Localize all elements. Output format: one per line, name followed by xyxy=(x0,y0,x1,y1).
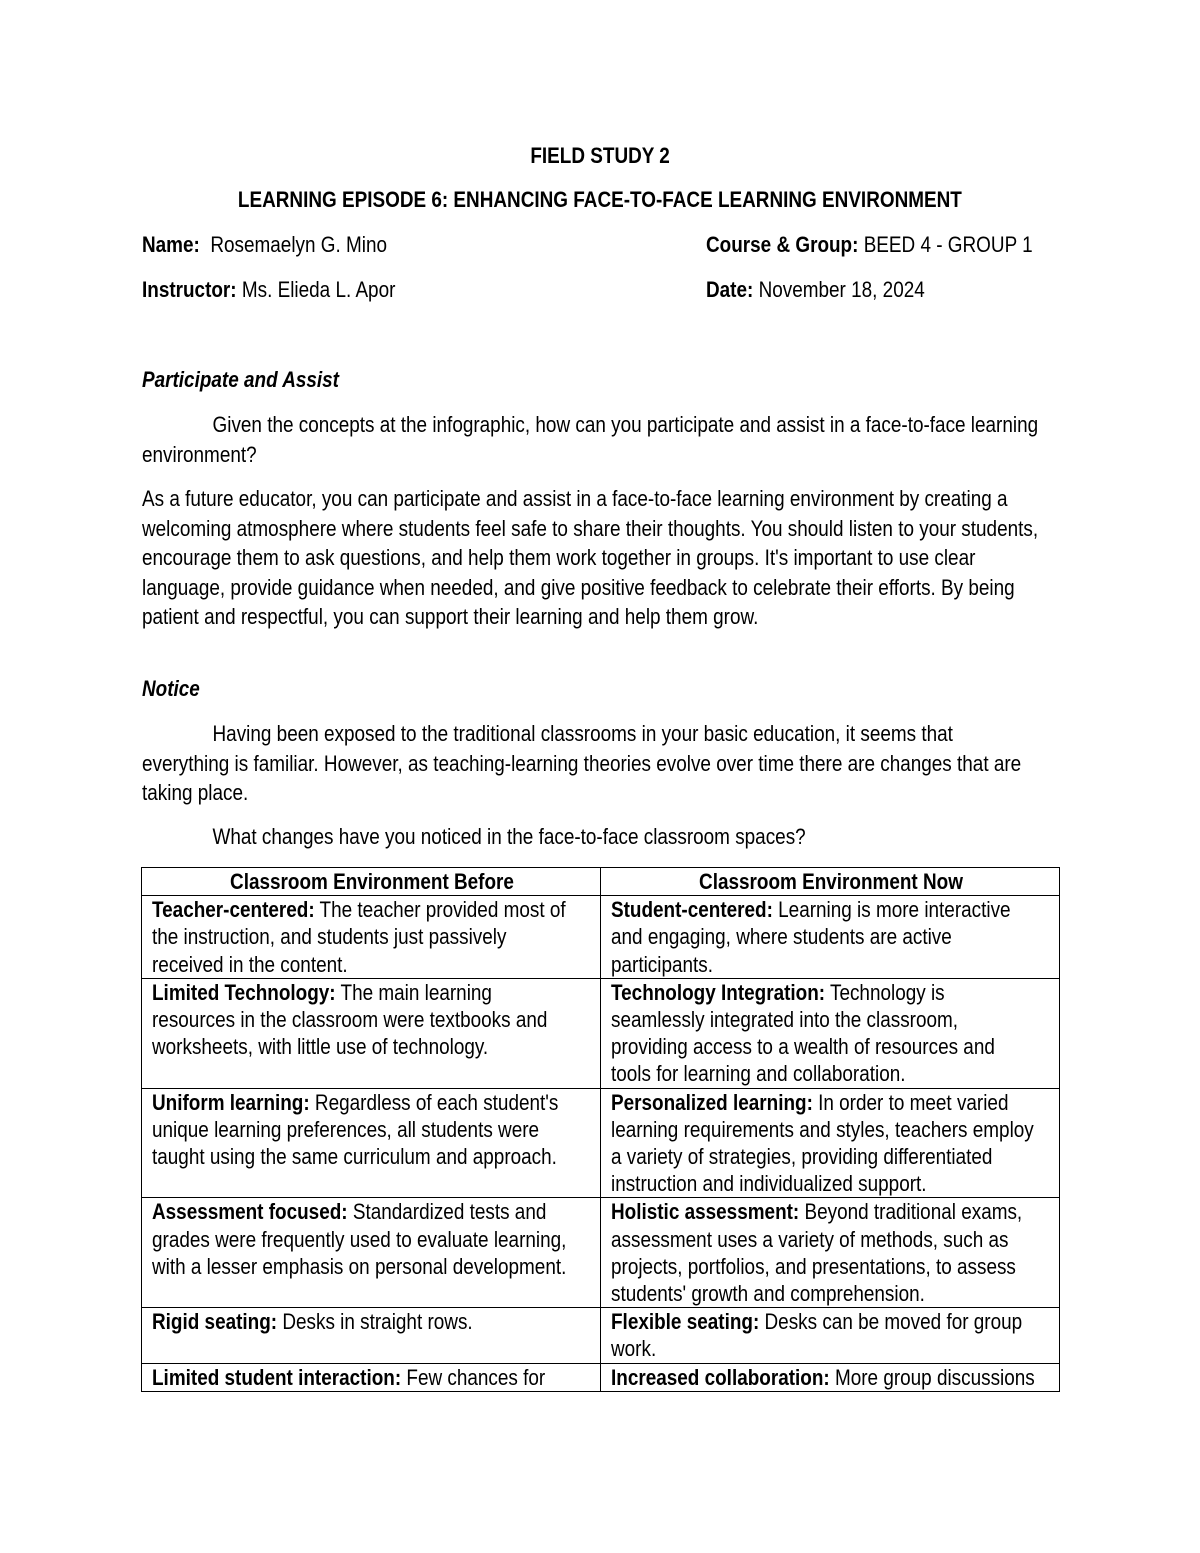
cell-text: Regardless of each student's xyxy=(309,1089,559,1115)
cell-text: worksheets, with little use of technology. xyxy=(152,1034,489,1060)
cell-line xyxy=(611,1335,989,1362)
cell-text: learning requirements and styles, teachers employ xyxy=(611,1116,1034,1142)
answer-line: language, provide guidance when needed, and give positive feedback to celebrate their efforts. By being xyxy=(142,574,1015,600)
course-value: BEED 4 - GROUP 1 xyxy=(863,232,1033,257)
cell-term: Student-centered: xyxy=(611,897,773,923)
table-header-row xyxy=(142,868,1060,896)
cell-line xyxy=(611,1364,1035,1391)
cell-term: Technology Integration: xyxy=(611,979,826,1005)
cell-line xyxy=(611,1170,989,1197)
document-title: FIELD STUDY 2 xyxy=(530,143,670,168)
cell-line xyxy=(611,1253,1016,1280)
cell-line xyxy=(152,1033,530,1060)
name-label: Name: xyxy=(142,232,200,257)
cell-line xyxy=(611,1089,1009,1116)
cell-text: students' growth and comprehension. xyxy=(611,1281,925,1307)
cell-text: taught using the same curriculum and approach. xyxy=(152,1144,557,1170)
cell-line xyxy=(152,1226,567,1253)
cell-text: Learning is more interactive xyxy=(772,897,1011,923)
cell-line xyxy=(611,979,989,1006)
cell-line xyxy=(152,1089,559,1116)
notice-line: Having been exposed to the traditional classrooms in your basic education, it seems that xyxy=(212,721,953,746)
participate-heading: Participate and Assist xyxy=(142,367,339,392)
cell-text: assessment uses a variety of methods, such as xyxy=(611,1226,1009,1252)
cell-line xyxy=(611,1116,1034,1143)
cell-text: projects, portfolios, and presentations, to assess xyxy=(611,1253,1016,1279)
cell-text: received in the content. xyxy=(152,951,348,977)
course-label: Course & Group: xyxy=(706,232,859,257)
cell-text: The main learning xyxy=(335,979,492,1005)
question-line: environment? xyxy=(142,441,257,467)
cell-line xyxy=(152,1253,567,1280)
cell-line xyxy=(611,1198,1023,1225)
table-row xyxy=(142,1308,1060,1363)
cell-text: tools for learning and collaboration. xyxy=(611,1061,906,1087)
cell-text: Few chances for xyxy=(401,1364,546,1390)
cell-term: Uniform learning: xyxy=(152,1089,310,1115)
table-row xyxy=(142,1198,1060,1308)
cell-text: resources in the classroom were textbooks and xyxy=(152,1007,548,1033)
notice-intro xyxy=(142,719,1200,808)
cell-text: Standardized tests and xyxy=(347,1199,547,1225)
cell-term: Rigid seating: xyxy=(152,1309,278,1335)
cell-term: Assessment focused: xyxy=(152,1199,348,1225)
cell-line xyxy=(152,951,530,978)
cell-line xyxy=(611,1006,989,1033)
participate-answer xyxy=(142,484,1200,632)
cell-line xyxy=(611,1280,989,1307)
cell-line xyxy=(152,1143,557,1170)
cell-now xyxy=(601,978,1060,1088)
cell-term: Increased collaboration: xyxy=(611,1364,830,1390)
cell-text: Beyond traditional exams, xyxy=(799,1199,1023,1225)
cell-text: with a lesser emphasis on personal development. xyxy=(152,1253,567,1279)
cell-line xyxy=(611,1308,1023,1335)
cell-text: The teacher provided most of xyxy=(314,897,566,923)
answer-line: encourage them to ask questions, and help them work together in groups. It's important to use clear xyxy=(142,545,976,570)
cell-text: More group discussions xyxy=(829,1364,1035,1390)
date-value: November 18, 2024 xyxy=(758,277,925,302)
notice-line: everything is familiar. However, as teaching-learning theories evolve over time there are changes that are xyxy=(142,750,1022,776)
cell-line xyxy=(611,923,989,950)
cell-line xyxy=(611,951,989,978)
cell-line xyxy=(152,1364,546,1391)
table-row xyxy=(142,978,1060,1088)
cell-text: unique learning preferences, all students were xyxy=(152,1116,540,1142)
cell-term: Personalized learning: xyxy=(611,1089,813,1115)
cell-text: the instruction, and students just passively xyxy=(152,924,507,950)
cell-before xyxy=(142,1088,601,1198)
cell-line xyxy=(152,1308,530,1335)
course-field xyxy=(706,231,1086,259)
table-row xyxy=(142,1363,1060,1391)
cell-line xyxy=(611,1143,993,1170)
cell-now xyxy=(601,1198,1060,1308)
cell-before xyxy=(142,1363,601,1391)
cell-line xyxy=(611,896,1011,923)
notice-line: taking place. xyxy=(142,780,249,805)
participate-question xyxy=(142,410,1200,469)
cell-term: Holistic assessment: xyxy=(611,1199,800,1225)
cell-line xyxy=(611,1226,1009,1253)
name-value: Rosemaelyn G. Mino xyxy=(210,232,388,257)
answer-line: welcoming atmosphere where students feel safe to share their thoughts. You should listen to your students, xyxy=(142,515,1039,541)
cell-text: providing access to a wealth of resources and xyxy=(611,1034,995,1060)
table-row xyxy=(142,1088,1060,1198)
cell-line xyxy=(152,1116,540,1143)
cell-text: work. xyxy=(611,1336,657,1362)
cell-term: Flexible seating: xyxy=(611,1309,760,1335)
cell-line xyxy=(152,923,530,950)
cell-term: Limited Technology: xyxy=(152,979,336,1005)
document-subtitle: LEARNING EPISODE 6: ENHANCING FACE-TO-FACE LEARNING ENVIRONMENT xyxy=(238,187,962,212)
cell-text: a variety of strategies, providing differentiated xyxy=(611,1144,993,1170)
instructor-label: Instructor: xyxy=(142,277,237,302)
cell-before xyxy=(142,978,601,1088)
answer-line: As a future educator, you can participate and assist in a face-to-face learning environment by creating a xyxy=(142,486,1008,511)
notice-question: What changes have you noticed in the face-to-face classroom spaces? xyxy=(212,824,806,849)
cell-line xyxy=(611,1033,995,1060)
question-line: Given the concepts at the infographic, how can you participate and assist in a face-to-face learning xyxy=(212,412,1039,437)
instructor-field xyxy=(142,276,437,304)
classroom-comparison-table xyxy=(141,867,1060,1392)
notice-heading: Notice xyxy=(142,676,200,701)
header-now: Classroom Environment Now xyxy=(601,868,1060,896)
cell-text: Desks in straight rows. xyxy=(277,1309,473,1335)
cell-now xyxy=(601,896,1060,979)
cell-text: In order to meet varied xyxy=(812,1089,1009,1115)
cell-line xyxy=(152,979,530,1006)
cell-now xyxy=(601,1088,1060,1198)
cell-term: Teacher-centered: xyxy=(152,897,315,923)
instructor-value: Ms. Elieda L. Apor xyxy=(241,277,396,302)
cell-text: and engaging, where students are active xyxy=(611,924,952,950)
cell-line xyxy=(152,1006,548,1033)
cell-now xyxy=(601,1363,1060,1391)
header-before: Classroom Environment Before xyxy=(142,868,601,896)
cell-text: participants. xyxy=(611,951,714,977)
cell-line xyxy=(611,1060,989,1087)
cell-before xyxy=(142,896,601,979)
cell-before xyxy=(142,1198,601,1308)
cell-before xyxy=(142,1308,601,1363)
cell-text: instruction and individualized support. xyxy=(611,1171,927,1197)
cell-text: Desks can be moved for group xyxy=(759,1309,1023,1335)
cell-term: Limited student interaction: xyxy=(152,1364,402,1390)
table-row xyxy=(142,896,1060,979)
cell-text: grades were frequently used to evaluate learning, xyxy=(152,1226,567,1252)
cell-text: Technology is xyxy=(825,979,945,1005)
cell-line xyxy=(152,896,566,923)
date-label: Date: xyxy=(706,277,754,302)
cell-now xyxy=(601,1308,1060,1363)
answer-line: patient and respectful, you can support their learning and help them grow. xyxy=(142,604,759,629)
date-field xyxy=(706,276,960,304)
cell-line xyxy=(152,1198,547,1225)
cell-text: seamlessly integrated into the classroom, xyxy=(611,1007,959,1033)
name-field xyxy=(142,231,427,259)
